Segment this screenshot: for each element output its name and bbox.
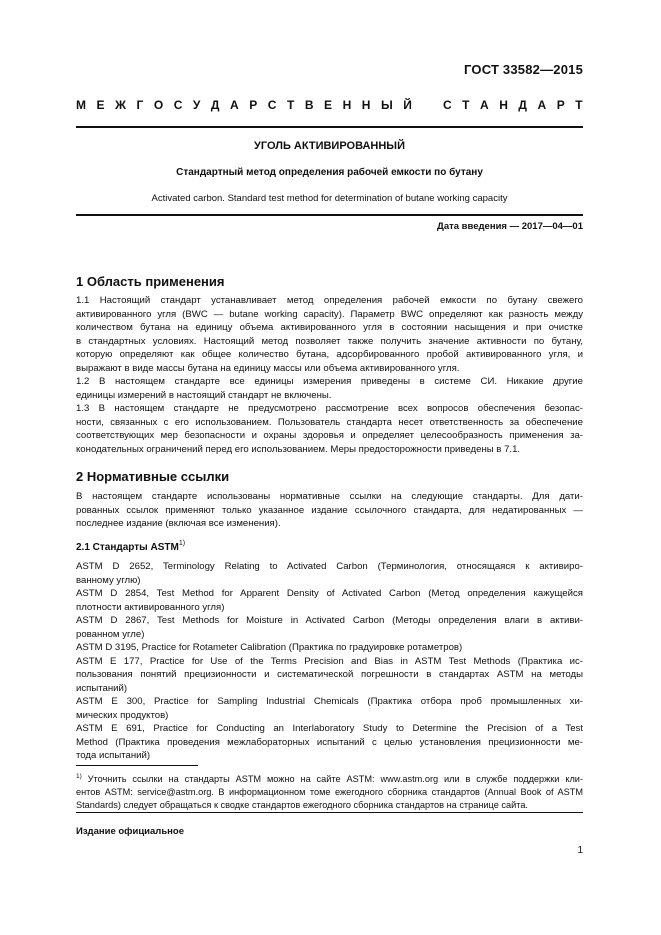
- s1-line: 1.3 В настоящем стандарте не предусмотрено рассмотрение всех вопросов обеспечения безопас-: [76, 403, 583, 414]
- banner-letter: Й: [403, 98, 412, 112]
- banner-letter: М: [76, 98, 86, 112]
- banner-letter: Р: [249, 98, 258, 112]
- introduction-date: Дата введения — 2017—04—01: [437, 221, 583, 232]
- footer-divider: [76, 812, 583, 813]
- banner-letter: Д: [210, 98, 220, 112]
- banner-letter: Н: [361, 98, 371, 112]
- footnote: [76, 770, 583, 812]
- footnote-divider: [76, 765, 198, 766]
- english-title: Activated carbon. Standard test method for determination of butane working capacity: [151, 193, 508, 204]
- standard-subtitle: Стандартный метод определения рабочей емкости по бутану: [176, 167, 483, 178]
- ref-line: ASTM D 2854, Test Method for Apparent Density of Activated Carbon (Метод определения кажущейся: [76, 588, 583, 599]
- ref-line: ASTM D 3195, Practice for Rotameter Calibration (Практика по градуировке ротаметров): [76, 642, 463, 653]
- banner-letter: Н: [499, 98, 508, 112]
- footnote-mark: 1): [76, 773, 82, 780]
- s1-line: 1.2 В настоящем стандарте все единицы измерения приведены в системе СИ. Никакие другие: [76, 376, 583, 387]
- ref-line: мических продуктов): [76, 709, 169, 721]
- banner-letter: Ы: [380, 98, 393, 112]
- ref-line: ванному углю): [76, 574, 141, 586]
- ref-line: ASTM E 691, Practice for Conducting an Interlaboratory Study to Determine the Precision of a Test: [76, 723, 583, 734]
- header-divider: [76, 126, 583, 128]
- banner-letter: Т: [286, 98, 295, 112]
- s1-line: в стандартных условиях. Настоящий метод позволяет также получить значение активности по бутану,: [76, 335, 583, 347]
- ref-line: пользования понятий прецизионности и систематической погрешности в стандартах ASTM на методы: [76, 669, 583, 680]
- ref-line: рованном угле): [76, 628, 145, 640]
- ref-line: ASTM D 2652, Terminology Relating to Activated Carbon (Терминология, относящаяся к активиро-: [76, 561, 583, 572]
- banner-letter: Р: [556, 98, 565, 112]
- s1-line: 1.1 Настоящий стандарт устанавливает метод определения рабочей емкости по бутану свежего: [76, 295, 583, 306]
- astm-references: [76, 560, 583, 763]
- banner-letter: В: [304, 98, 314, 112]
- banner-letter: О: [153, 98, 164, 112]
- s1-line: соответствующих мер безопасности и охраны здоровья и определяет целесообразность применения за-: [76, 430, 583, 441]
- footnote-text: Уточнить ссылки на стандарты ASTM можно на сайте ASTM: www.astm.org или в службе поддержки кли-: [81, 774, 583, 784]
- subsection-2-1-text: 2.1 Стандарты ASTM: [76, 542, 179, 553]
- banner-letter: С: [442, 98, 452, 112]
- s1-line: конодательных ограничений перед его использованием. Меры предосторожности приведены в 7.1.: [76, 443, 521, 455]
- s1-line: количеством бутана на единицу объема активированного угля в состоянии насыщения и при очистке: [76, 322, 583, 333]
- document-number: ГОСТ 33582—2015: [464, 62, 583, 77]
- s2-line: рованных ссылок применяют только указанное издание ссылочного стандарта, для недатированных —: [76, 504, 583, 516]
- s1-line: которую определяют как общее количество бутана, адсорбированного пробой активированного угля, и: [76, 349, 583, 360]
- page-number: 1: [577, 845, 583, 856]
- section-2-body: [76, 490, 583, 531]
- footnote-line: Standards) следует обращаться к сводке стандартов ежегодного сборника стандартов на странице сайта.: [76, 800, 528, 810]
- title-divider: [76, 214, 583, 216]
- banner-letter: А: [537, 98, 547, 112]
- banner-letter: Н: [342, 98, 352, 112]
- subsection-2-1-heading: [76, 540, 185, 553]
- s2-line: В настоящем стандарте использованы нормативные ссылки на следующие стандарты. Для дати-: [76, 491, 583, 502]
- edition-label: Издание официальное: [76, 826, 184, 837]
- banner-letter: А: [229, 98, 239, 112]
- section-2-heading: 2 Нормативные ссылки: [76, 469, 230, 484]
- banner-letter: Ж: [115, 98, 126, 112]
- banner-letter: Е: [96, 98, 105, 112]
- ref-line: испытаний): [76, 682, 128, 694]
- banner-letter: У: [192, 98, 201, 112]
- footnote-line: [76, 770, 583, 786]
- banner-letter: Г: [136, 98, 144, 112]
- s1-line: активированного угля (BWC — butane working capacity). Параметр BWC определяют как разность между: [76, 308, 583, 320]
- s1-line: ности, связанных с его использованием. Пользователь стандарта несет ответственность за обеспечение: [76, 416, 583, 428]
- ref-line: ASTM E 177, Practice for Use of the Terms Precision and Bias in ASTM Test Methods (Практика ис-: [76, 655, 583, 667]
- banner-letter: А: [480, 98, 489, 112]
- s2-line: последнее издание (включая все изменения).: [76, 518, 281, 529]
- ref-line: Method (Практика проведения межлабораторных испытаний с целью установления прецизионности ме-: [76, 736, 583, 748]
- banner-letter: С: [267, 98, 277, 112]
- ref-line: плотности активированного угля): [76, 601, 225, 613]
- banner-letter: С: [173, 98, 183, 112]
- ref-line: тода испытаний): [76, 750, 151, 761]
- section-1-body: [76, 294, 583, 456]
- banner-letter: Т: [462, 98, 470, 112]
- s1-line: единицы измерений в настоящий стандарт не включены.: [76, 389, 332, 401]
- ref-line: ASTM E 300, Practice for Sampling Industrial Chemicals (Практика отбора проб промышленных хи-: [76, 696, 583, 707]
- banner-letter: [422, 98, 432, 112]
- section-1-heading: 1 Область применения: [76, 274, 225, 289]
- banner-letter: Д: [518, 98, 527, 112]
- footnote-line: ентов ASTM: service@astm.org. В информационном томе ежегодного сборника стандартов (Annual Book of ASTM: [76, 787, 583, 797]
- standard-title: УГОЛЬ АКТИВИРОВАННЫЙ: [254, 140, 405, 152]
- banner-letter: Е: [324, 98, 333, 112]
- banner-letter: Т: [575, 98, 583, 112]
- interstate-standard-banner: [76, 98, 583, 112]
- ref-line: ASTM D 2867, Test Methods for Moisture in Activated Carbon (Методы определения влаги в активи-: [76, 615, 583, 626]
- s1-line: выражают в виде массы бутана на единицу массы или объема активированного угля.: [76, 362, 460, 374]
- footnote-ref-mark: 1): [178, 540, 186, 547]
